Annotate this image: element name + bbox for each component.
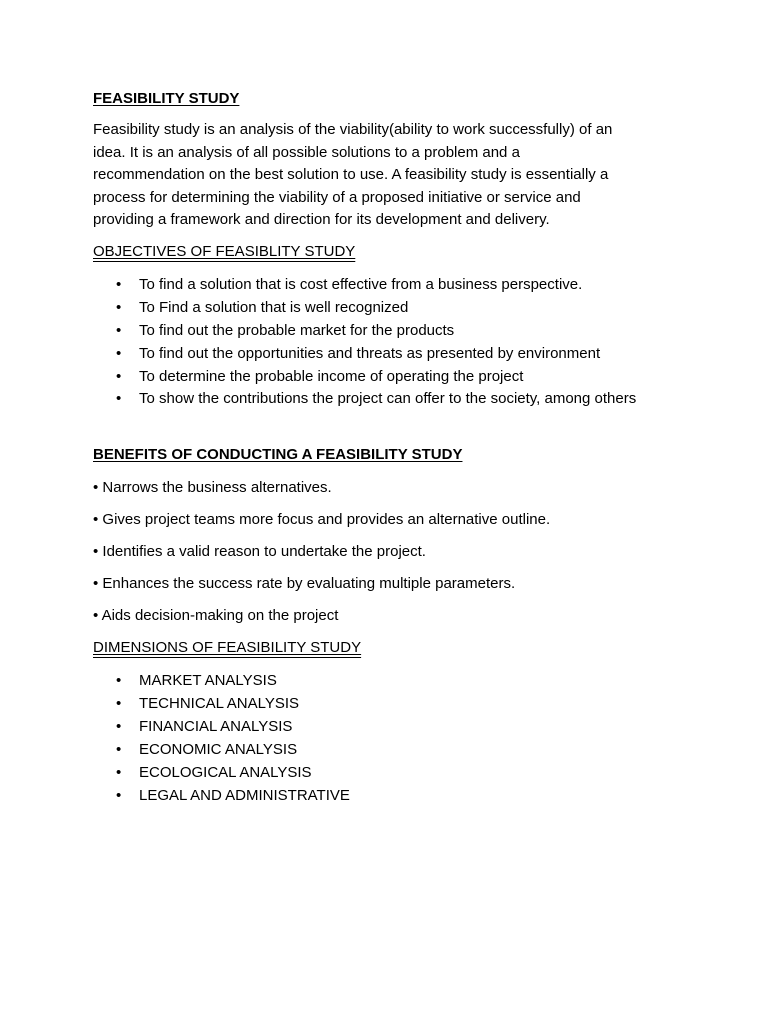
- list-item: • ECOLOGICAL ANALYSIS: [93, 761, 350, 784]
- bullet-icon: •: [116, 390, 122, 407]
- bullet-icon: •: [116, 695, 122, 712]
- list-item: • TECHNICAL ANALYSIS: [93, 692, 350, 715]
- list-item: • ECONOMIC ANALYSIS: [93, 738, 350, 761]
- benefit-item: • Narrows the business alternatives.: [93, 479, 332, 496]
- list-item: • To Find a solution that is well recognized: [93, 296, 653, 319]
- list-item: • MARKET ANALYSIS: [93, 669, 350, 692]
- bullet-icon: •: [116, 764, 122, 781]
- bullet-icon: •: [116, 322, 122, 339]
- bullet-icon: •: [116, 672, 122, 689]
- bullet-icon: •: [116, 718, 122, 735]
- dimensions-list: [93, 669, 350, 807]
- list-item: • To find out the opportunities and threats as presented by environment: [93, 342, 653, 365]
- list-item: • To find a solution that is cost effective from a business perspective.: [93, 273, 653, 296]
- objectives-list: [93, 273, 653, 410]
- benefit-item: • Identifies a valid reason to undertake the project.: [93, 543, 426, 560]
- dimensions-heading: DIMENSIONS OF FEASIBILITY STUDY: [93, 639, 362, 656]
- intro-line: Feasibility study is an analysis of the viability(ability to work successfully) of an: [93, 121, 613, 138]
- bullet-icon: •: [116, 276, 122, 293]
- list-item: • To determine the probable income of operating the project: [93, 365, 653, 388]
- benefits-heading: BENEFITS OF CONDUCTING A FEASIBILITY STUDY: [93, 446, 463, 463]
- list-item: • LEGAL AND ADMINISTRATIVE: [93, 784, 350, 807]
- bullet-icon: •: [116, 299, 122, 316]
- benefit-item: • Aids decision-making on the project: [93, 607, 339, 624]
- intro-line: providing a framework and direction for its development and delivery.: [93, 211, 550, 228]
- objectives-heading: OBJECTIVES OF FEASIBLITY STUDY: [93, 243, 356, 260]
- bullet-icon: •: [116, 787, 122, 804]
- list-item: • FINANCIAL ANALYSIS: [93, 715, 350, 738]
- intro-line: idea. It is an analysis of all possible solutions to a problem and a: [93, 143, 520, 161]
- benefit-item: • Gives project teams more focus and provides an alternative outline.: [93, 511, 551, 528]
- bullet-icon: •: [116, 741, 122, 758]
- intro-line: process for determining the viability of a proposed initiative or service and: [93, 188, 581, 206]
- list-item: • To show the contributions the project can offer to the society, among others: [93, 388, 653, 410]
- list-item: • To find out the probable market for the products: [93, 319, 653, 342]
- intro-paragraph: [93, 119, 673, 232]
- benefit-item: • Enhances the success rate by evaluating multiple parameters.: [93, 575, 516, 592]
- bullet-icon: •: [116, 345, 122, 362]
- page-title: FEASIBILITY STUDY: [93, 90, 240, 107]
- bullet-icon: •: [116, 368, 122, 385]
- intro-line: recommendation on the best solution to use. A feasibility study is essentially a: [93, 166, 609, 183]
